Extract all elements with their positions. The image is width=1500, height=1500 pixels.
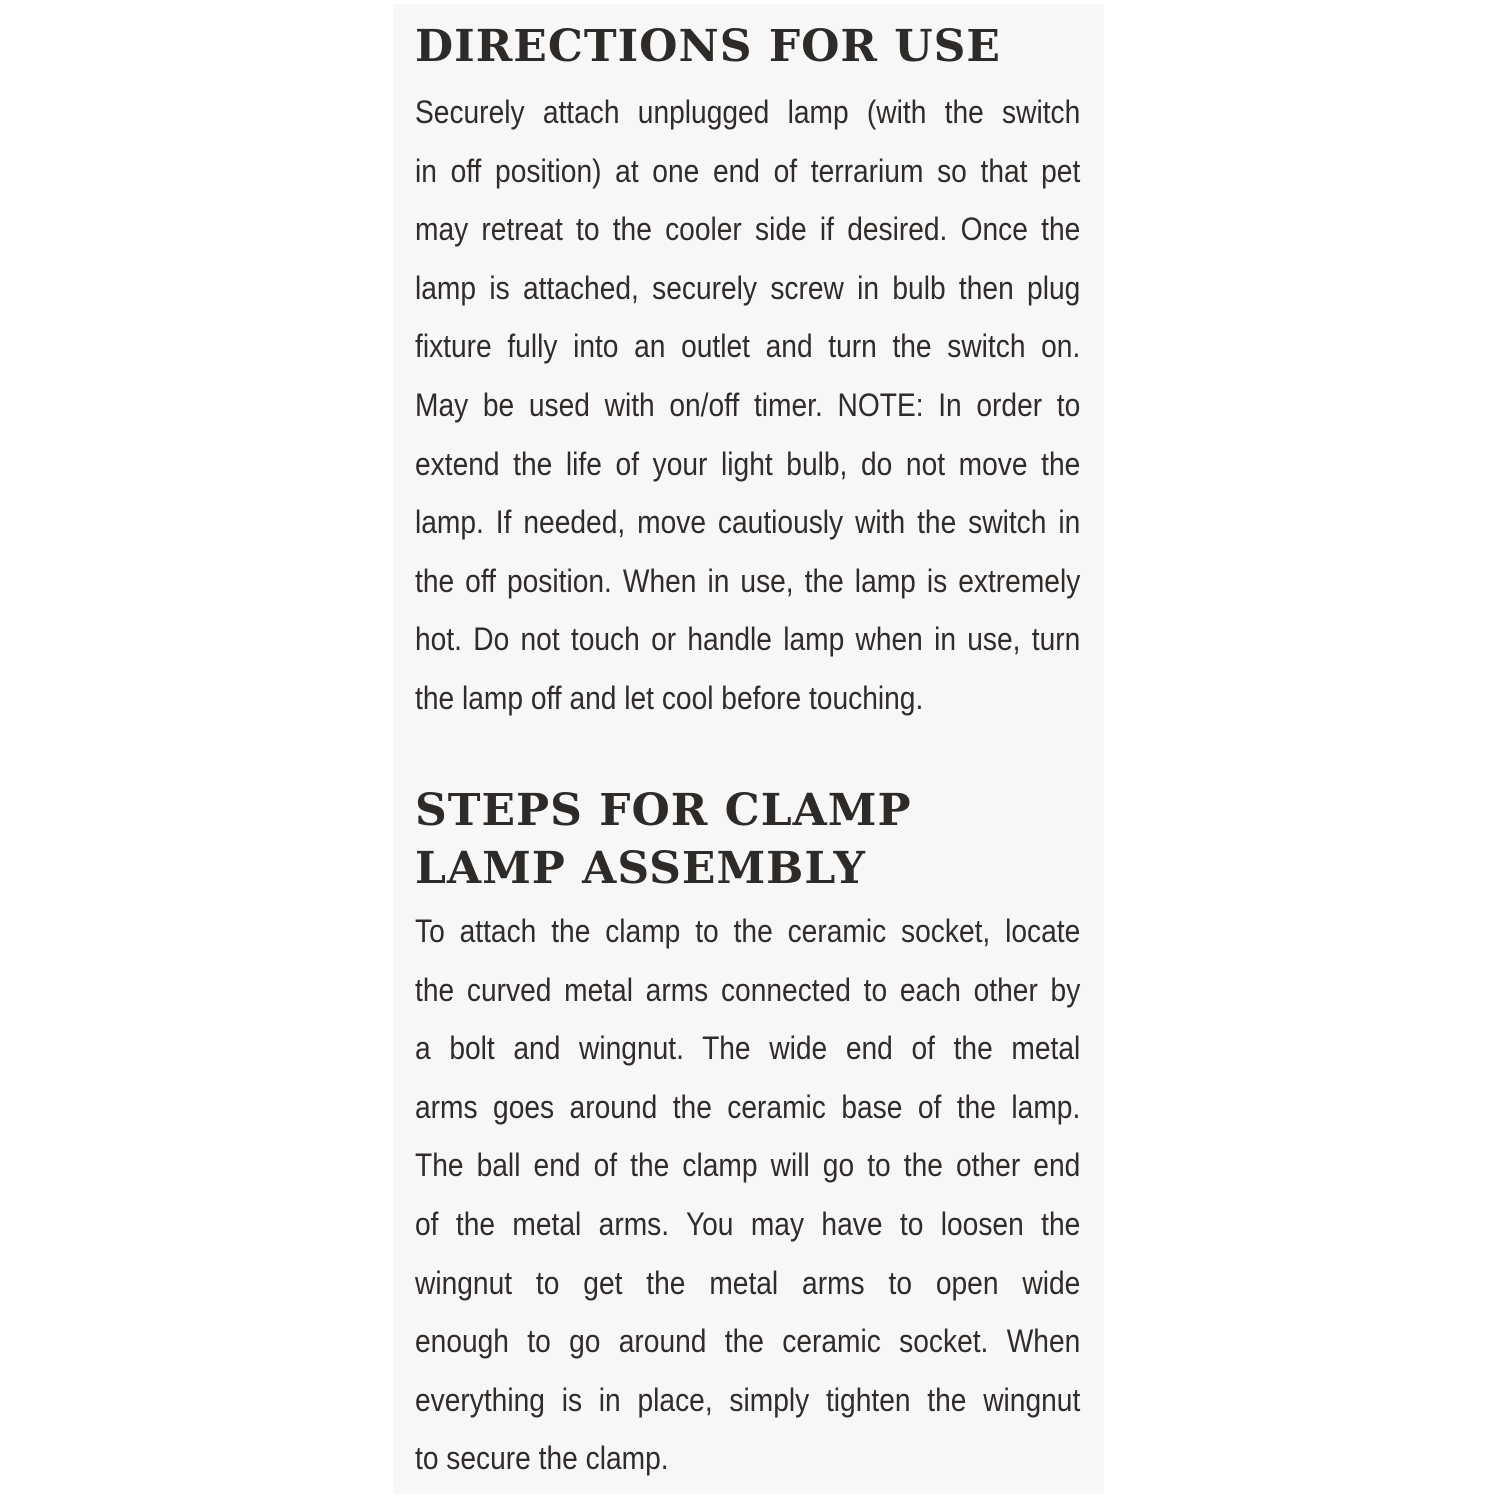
directions-line: lamp. If needed, move cautiously with the switch in — [415, 504, 1081, 541]
assembly-line: enough to go around the ceramic socket. When — [415, 1323, 1081, 1360]
directions-line: in off position) at one end of terrarium so that pet — [415, 152, 1081, 189]
assembly-heading-line2: LAMP ASSEMBLY — [415, 843, 866, 894]
assembly-heading-line1: STEPS FOR CLAMP — [415, 785, 912, 836]
directions-line: may retreat to the cooler side if desired. Once the — [415, 211, 1081, 248]
directions-line: lamp is attached, securely screw in bulb then plug — [415, 269, 1081, 306]
directions-heading: DIRECTIONS FOR USE — [415, 21, 1001, 72]
directions-line: May be used with on/off timer. NOTE: In order to — [415, 386, 1081, 423]
directions-line: the off position. When in use, the lamp is extremely — [415, 562, 1081, 599]
assembly-line: a bolt and wingnut. The wide end of the metal — [415, 1030, 1081, 1067]
directions-line: hot. Do not touch or handle lamp when in use, turn — [415, 621, 1081, 658]
directions-line: extend the life of your light bulb, do not move the — [415, 445, 1081, 482]
assembly-line: wingnut to get the metal arms to open wide — [415, 1264, 1081, 1301]
assembly-line: The ball end of the clamp will go to the other end — [415, 1147, 1081, 1184]
assembly-line: everything is in place, simply tighten the wingnut — [415, 1381, 1081, 1418]
assembly-line: of the metal arms. You may have to loosen the — [415, 1205, 1081, 1242]
directions-body — [415, 83, 1080, 728]
assembly-line: arms goes around the ceramic base of the lamp. — [415, 1088, 1081, 1125]
directions-line: the lamp off and let cool before touching. — [415, 679, 924, 716]
assembly-line: the curved metal arms connected to each other by — [415, 971, 1081, 1008]
assembly-heading — [415, 782, 912, 898]
directions-line: fixture fully into an outlet and turn the switch on. — [415, 328, 1081, 365]
directions-line: Securely attach unplugged lamp (with the switch — [415, 94, 1081, 130]
instruction-panel — [393, 4, 1104, 1494]
assembly-body — [415, 902, 1080, 1488]
assembly-line: To attach the clamp to the ceramic socket, locate — [415, 913, 1081, 949]
assembly-line: to secure the clamp. — [415, 1440, 669, 1477]
